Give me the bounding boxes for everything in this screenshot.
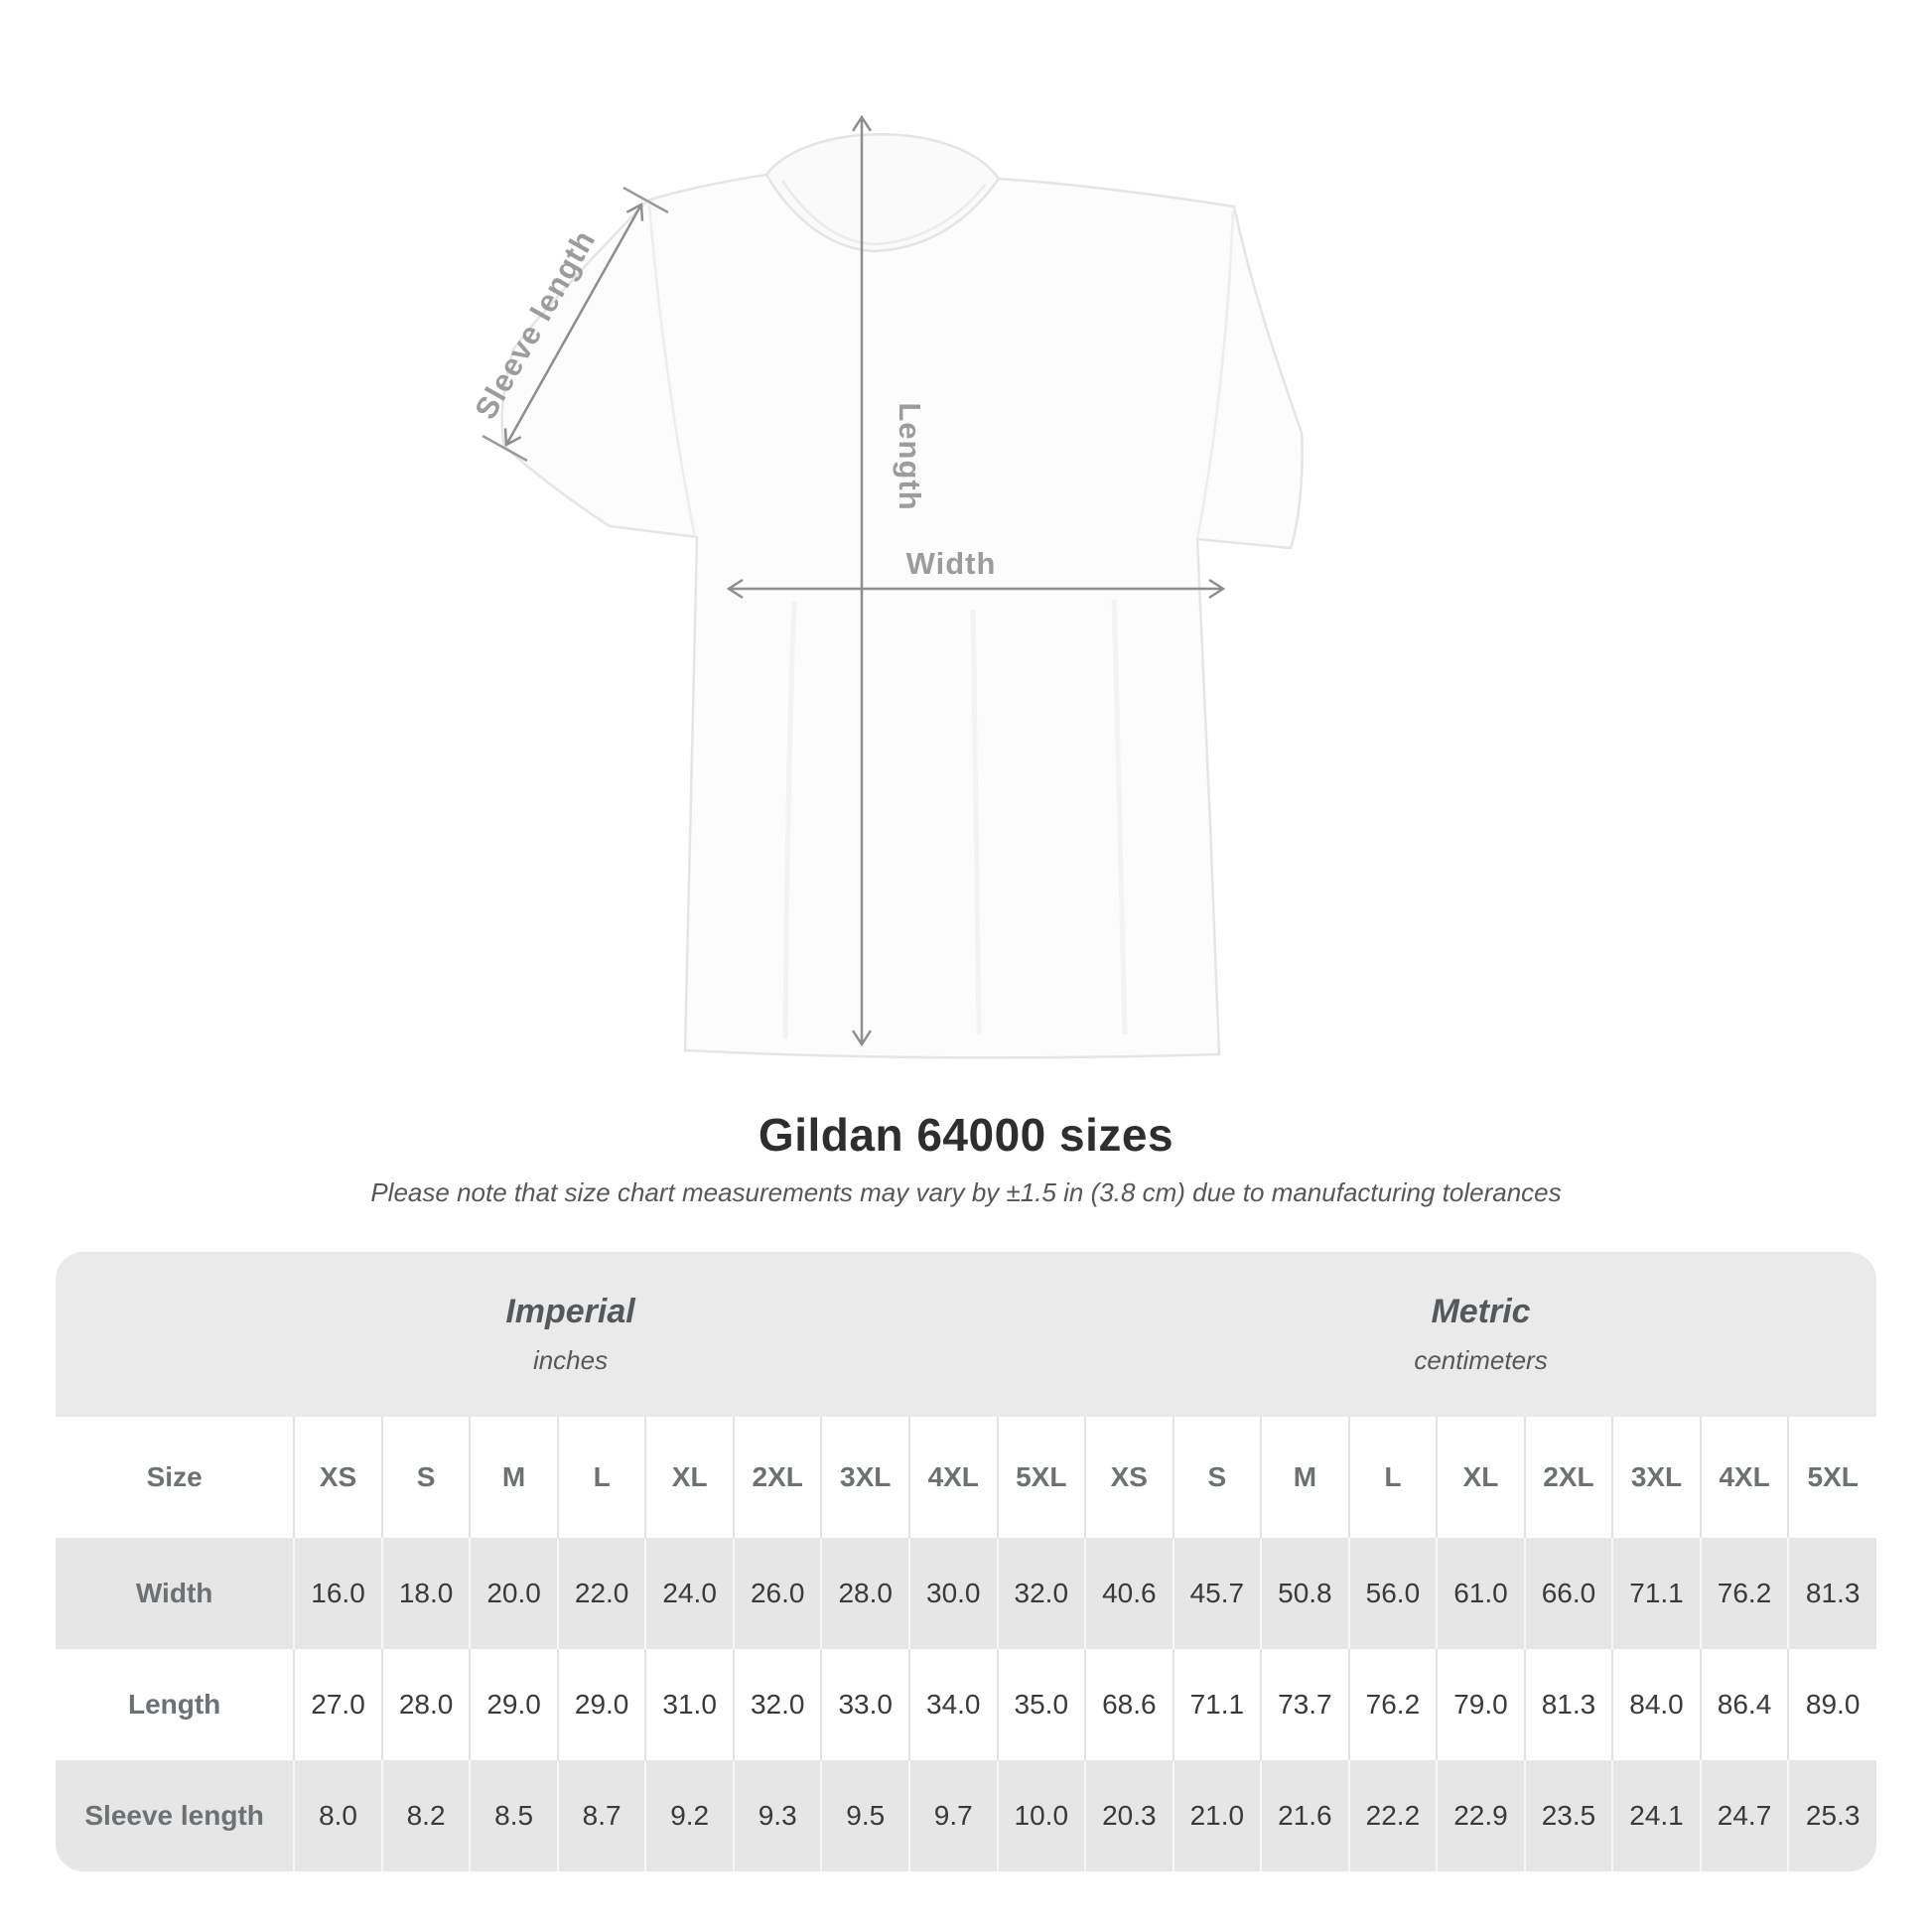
cell: 32.0 <box>998 1538 1086 1649</box>
size-header: L <box>558 1417 646 1538</box>
cell: 68.6 <box>1085 1649 1173 1760</box>
cell: 16.0 <box>294 1538 382 1649</box>
page-title: Gildan 64000 sizes <box>758 1109 1174 1161</box>
size-header: 5XL <box>1788 1417 1876 1538</box>
cell: 26.0 <box>734 1538 822 1649</box>
cell: 18.0 <box>382 1538 471 1649</box>
sleeve-length-label: Sleeve length <box>468 223 603 426</box>
cell: 61.0 <box>1437 1538 1525 1649</box>
row-label: Length <box>56 1649 294 1760</box>
row-label: Width <box>56 1538 294 1649</box>
size-header: 3XL <box>1612 1417 1701 1538</box>
cell: 71.1 <box>1612 1538 1701 1649</box>
cell: 40.6 <box>1085 1538 1173 1649</box>
cell: 8.7 <box>558 1760 646 1871</box>
size-table <box>56 1252 1876 1871</box>
cell: 84.0 <box>1612 1649 1701 1760</box>
cell: 89.0 <box>1788 1649 1876 1760</box>
cell: 20.0 <box>470 1538 558 1649</box>
size-header: S <box>382 1417 471 1538</box>
size-header: XS <box>1085 1417 1173 1538</box>
size-header: L <box>1349 1417 1438 1538</box>
cell: 31.0 <box>645 1649 734 1760</box>
length-label: Length <box>893 402 927 511</box>
size-column-header: Size <box>56 1417 294 1538</box>
cell: 34.0 <box>909 1649 998 1760</box>
imperial-label: Imperial <box>505 1293 635 1330</box>
cell: 33.0 <box>821 1649 909 1760</box>
cell: 21.0 <box>1173 1760 1262 1871</box>
size-header: 2XL <box>734 1417 822 1538</box>
imperial-unit: inches <box>532 1345 609 1375</box>
metric-unit: centimeters <box>1414 1345 1548 1375</box>
group-header-imperial <box>56 1252 1085 1417</box>
cell: 76.2 <box>1349 1649 1438 1760</box>
cell: 9.2 <box>645 1760 734 1871</box>
size-header: M <box>1261 1417 1349 1538</box>
cell: 25.3 <box>1788 1760 1876 1871</box>
cell: 8.2 <box>382 1760 471 1871</box>
cell: 79.0 <box>1437 1649 1525 1760</box>
cell: 20.3 <box>1085 1760 1173 1871</box>
size-header: 2XL <box>1525 1417 1613 1538</box>
tshirt-graphic <box>502 134 1303 1057</box>
cell: 24.7 <box>1701 1760 1789 1871</box>
size-header: XS <box>294 1417 382 1538</box>
cell: 24.1 <box>1612 1760 1701 1871</box>
cell: 24.0 <box>645 1538 734 1649</box>
cell: 81.3 <box>1525 1649 1613 1760</box>
table-row-sleeve-length <box>56 1760 1876 1871</box>
cell: 29.0 <box>470 1649 558 1760</box>
cell: 10.0 <box>998 1760 1086 1871</box>
metric-label: Metric <box>1431 1293 1531 1330</box>
row-label: Sleeve length <box>56 1760 294 1871</box>
cell: 35.0 <box>998 1649 1086 1760</box>
cell: 23.5 <box>1525 1760 1613 1871</box>
cell: 8.5 <box>470 1760 558 1871</box>
unit-group-row <box>56 1252 1876 1417</box>
cell: 9.7 <box>909 1760 998 1871</box>
cell: 56.0 <box>1349 1538 1438 1649</box>
cell: 66.0 <box>1525 1538 1613 1649</box>
cell: 22.9 <box>1437 1760 1525 1871</box>
cell: 27.0 <box>294 1649 382 1760</box>
size-header: S <box>1173 1417 1262 1538</box>
cell: 28.0 <box>382 1649 471 1760</box>
cell: 29.0 <box>558 1649 646 1760</box>
size-header: 3XL <box>821 1417 909 1538</box>
size-table-container <box>56 1252 1876 1871</box>
size-header: 4XL <box>1701 1417 1789 1538</box>
size-header: XL <box>645 1417 734 1538</box>
cell: 81.3 <box>1788 1538 1876 1649</box>
size-header: M <box>470 1417 558 1538</box>
size-header: 5XL <box>998 1417 1086 1538</box>
cell: 76.2 <box>1701 1538 1789 1649</box>
cell: 8.0 <box>294 1760 382 1871</box>
cell: 71.1 <box>1173 1649 1262 1760</box>
table-row-width <box>56 1538 1876 1649</box>
cell: 50.8 <box>1261 1538 1349 1649</box>
tolerance-note: Please note that size chart measurements may vary by ±1.5 in (3.8 cm) due to manufacturing tolerances <box>370 1177 1562 1207</box>
width-label: Width <box>905 546 997 581</box>
cell: 21.6 <box>1261 1760 1349 1871</box>
cell: 30.0 <box>909 1538 998 1649</box>
cell: 9.3 <box>734 1760 822 1871</box>
size-header: XL <box>1437 1417 1525 1538</box>
cell: 9.5 <box>821 1760 909 1871</box>
cell: 22.2 <box>1349 1760 1438 1871</box>
cell: 28.0 <box>821 1538 909 1649</box>
cell: 32.0 <box>734 1649 822 1760</box>
cell: 73.7 <box>1261 1649 1349 1760</box>
size-header-row <box>56 1417 1876 1538</box>
cell: 22.0 <box>558 1538 646 1649</box>
size-header: 4XL <box>909 1417 998 1538</box>
group-header-metric <box>1085 1252 1876 1417</box>
table-row-length <box>56 1649 1876 1760</box>
cell: 45.7 <box>1173 1538 1262 1649</box>
cell: 86.4 <box>1701 1649 1789 1760</box>
